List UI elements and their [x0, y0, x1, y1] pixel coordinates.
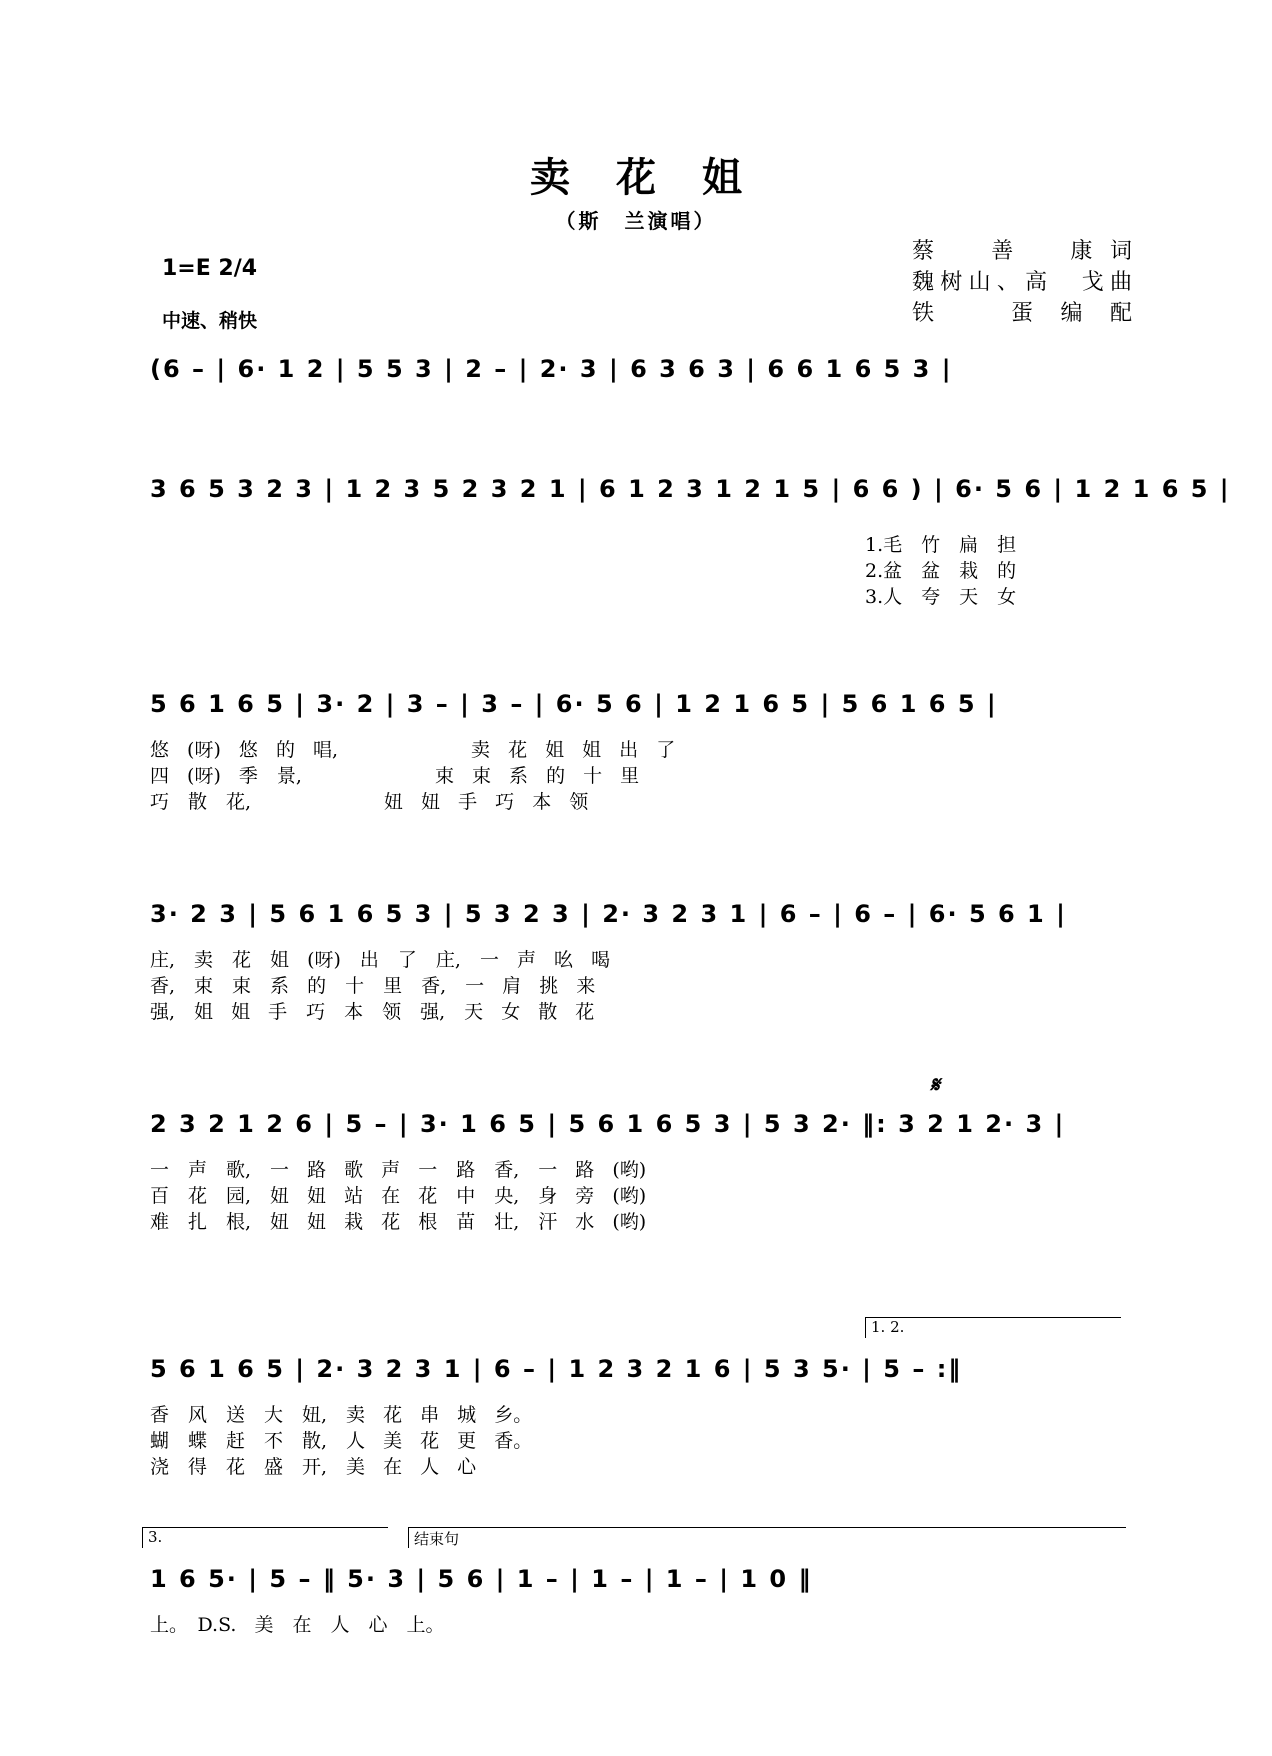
lyric-verse-2: 四 (呀) 季 景, 束 束 系 的 十 里 [150, 765, 640, 787]
lyric-verse-1: 庄, 卖 花 姐 (呀) 出 了 庄, 一 声 吆 喝 [150, 949, 611, 971]
lyric-verse-1: 香 风 送 大 妞, 卖 花 串 城 乡。 [150, 1404, 533, 1426]
lyric-verse-3: 3.人 夸 天 女 [865, 586, 1017, 608]
lyric-verse-3: 强, 姐 姐 手 巧 本 领 强, 天 女 散 花 [150, 1001, 595, 1023]
notes: 5 6 1 6 5 | 2· 3 2 3 1 | 6 – | 1 2 3 2 1 6 | 5 3 5· | 5 – :‖ [150, 1355, 963, 1383]
notes: 3· 2 3 | 5 6 1 6 5 3 | 5 3 2 3 | 2· 3 2 3 1 | 6 – | 6 – | 6· 5 6 1 | [150, 900, 1067, 928]
composer: 魏树山、高 戈曲 [912, 270, 1132, 295]
staff [150, 1110, 1130, 1150]
arranger: 铁 蛋编配 [912, 301, 1132, 326]
lyric-verse-1: 一 声 歌, 一 路 歌 声 一 路 香, 一 路 (哟) [150, 1159, 647, 1181]
lyric-verse-2: 蝴 蝶 赶 不 散, 人 美 花 更 香。 [150, 1430, 533, 1452]
staff [150, 1355, 1130, 1395]
lyric-verse-3: 巧 散 花, 妞 妞 手 巧 本 领 [150, 791, 589, 813]
lyric-verse-2: 2.盆 盆 栽 的 [865, 560, 1017, 582]
staff [150, 355, 1130, 395]
staff [150, 690, 1130, 730]
staff [150, 900, 1130, 940]
notes: 2 3 2 1 2 6 | 5 – | 3· 1 6 5 | 5 6 1 6 5 3 | 5 3 2· ‖: 3 2 1 2· 3 | [150, 1110, 1066, 1138]
segno-marker: 𝄋 [930, 1072, 940, 1098]
volta-1-2: 1. 2. [865, 1317, 1121, 1338]
notes: 5 6 1 6 5 | 3· 2 | 3 – | 3 – | 6· 5 6 | 1 2 1 6 5 | 5 6 1 6 5 | [150, 690, 998, 718]
lyric-verse-2: 香, 束 束 系 的 十 里 香, 一 肩 挑 来 [150, 975, 596, 997]
lyric-verse-3: 难 扎 根, 妞 妞 栽 花 根 苗 壮, 汗 水 (哟) [150, 1211, 647, 1233]
lyric-verse-1: 上。 D.S. 美 在 人 心 上。 [150, 1614, 445, 1636]
notes: 3 6 5 3 2 3 | 1 2 3 5 2 3 2 1 | 6 1 2 3 1 2 1 5 | 6 6 ) | 6· 5 6 | 1 2 1 6 5 | [150, 475, 1231, 503]
notes: (6 – | 6· 1 2 | 5 5 3 | 2 – | 2· 3 | 6 3 6 3 | 6 6 1 6 5 3 | [150, 355, 953, 383]
key-signature: 1=E 2/4 [162, 256, 258, 281]
notes: 1 6 5· | 5 – ‖ 5· 3 | 5 6 | 1 – | 1 – | 1 – | 1 0 ‖ [150, 1565, 813, 1593]
volta-3: 3. [142, 1527, 388, 1548]
volta-ending: 结束句 [408, 1527, 1126, 1548]
performer: （斯 兰演唱） [555, 209, 717, 233]
song-title: 卖花姐 [530, 154, 788, 201]
staff [150, 1565, 1130, 1605]
staff [150, 475, 1231, 515]
tempo-marking: 中速、稍快 [162, 310, 258, 332]
lyric-verse-1: 悠 (呀) 悠 的 唱, 卖 花 姐 姐 出 了 [150, 739, 676, 761]
credits [912, 234, 1132, 327]
lyric-verse-3: 浇 得 花 盛 开, 美 在 人 心 [150, 1456, 477, 1478]
lyricist: 蔡 善 康词 [912, 239, 1132, 264]
lyric-verse-2: 百 花 园, 妞 妞 站 在 花 中 央, 身 旁 (哟) [150, 1185, 647, 1207]
lyric-verse-1: 1.毛 竹 扁 担 [865, 534, 1017, 556]
